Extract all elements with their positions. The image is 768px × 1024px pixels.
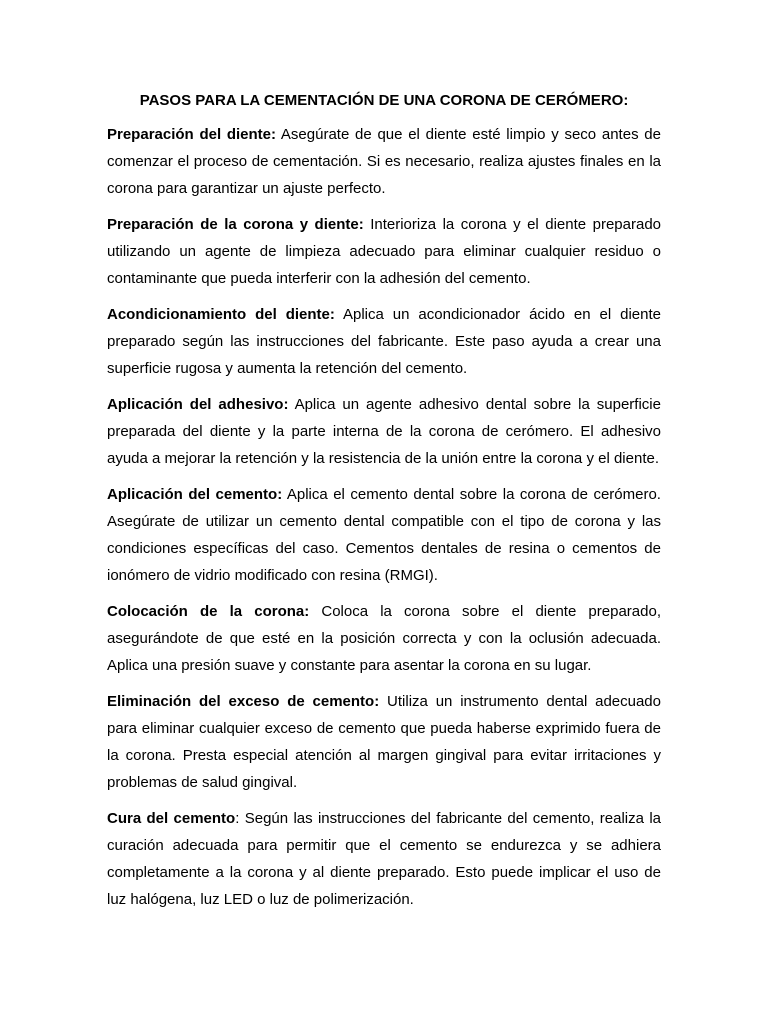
step-text: Asegúrate de que el diente esté limpio y seco antes de comenzar el proceso de cementación. Si es necesario, realiza ajustes finales en la corona para garantizar un ajuste perfecto. bbox=[107, 126, 661, 197]
step-paragraph-tooth-conditioning bbox=[107, 301, 661, 382]
step-text: Interioriza la corona y el diente preparado utilizando un agente de limpieza adecuado para eliminar cualquier residuo o contaminante que pueda interferir con la adhesión del cemento. bbox=[107, 216, 661, 287]
step-paragraph-tooth-preparation bbox=[107, 121, 661, 202]
step-paragraph-crown-and-tooth-preparation bbox=[107, 211, 661, 292]
step-heading: Aplicación del cemento: bbox=[107, 486, 283, 503]
step-heading: Preparación de la corona y diente: bbox=[107, 216, 364, 233]
step-heading: Acondicionamiento del diente: bbox=[107, 306, 335, 323]
step-text: Coloca la corona sobre el diente preparado, asegurándote de que esté en la posición correcta y con la oclusión adecuada. Aplica una presión suave y constante para asentar la corona en su lugar. bbox=[107, 603, 661, 674]
step-heading: Eliminación del exceso de cemento: bbox=[107, 693, 380, 710]
step-heading: Preparación del diente: bbox=[107, 126, 277, 143]
step-heading: Cura del cemento bbox=[107, 810, 236, 827]
step-text: Utiliza un instrumento dental adecuado para eliminar cualquier exceso de cemento que pueda haberse exprimido fuera de la corona. Presta especial atención al margen gingival para evitar irritaciones y problemas de salud gingival. bbox=[107, 693, 661, 791]
step-text: Aplica un agente adhesivo dental sobre la superficie preparada del diente y la parte interna de la corona de cerómero. El adhesivo ayuda a mejorar la retención y la resistencia de la unión entre la corona y el diente. bbox=[107, 396, 661, 467]
step-paragraph-cement-curing bbox=[107, 805, 661, 913]
step-paragraph-adhesive-application bbox=[107, 391, 661, 472]
step-text: : Según las instrucciones del fabricante del cemento, realiza la curación adecuada para permitir que el cemento se endurezca y se adhiera completamente a la corona y al diente preparado. Esto puede implicar el uso de luz halógena, luz LED o luz de polimerización. bbox=[107, 810, 661, 908]
step-heading: Colocación de la corona: bbox=[107, 603, 310, 620]
step-paragraph-crown-placement bbox=[107, 598, 661, 679]
document-page bbox=[107, 90, 661, 922]
step-paragraph-cement-application bbox=[107, 481, 661, 589]
step-text: Aplica el cemento dental sobre la corona de cerómero. Asegúrate de utilizar un cemento dental compatible con el tipo de corona y las condiciones específicas del caso. Cementos dentales de resina o cementos de ionómero de vidrio modificado con resina (RMGI). bbox=[107, 486, 661, 584]
step-paragraph-excess-cement-removal bbox=[107, 688, 661, 796]
step-text: Aplica un acondicionador ácido en el diente preparado según las instrucciones del fabricante. Este paso ayuda a crear una superficie rugosa y aumenta la retención del cemento. bbox=[107, 306, 661, 377]
document-title: PASOS PARA LA CEMENTACIÓN DE UNA CORONA DE CERÓMERO: bbox=[139, 92, 629, 109]
step-heading: Aplicación del adhesivo: bbox=[107, 396, 289, 413]
